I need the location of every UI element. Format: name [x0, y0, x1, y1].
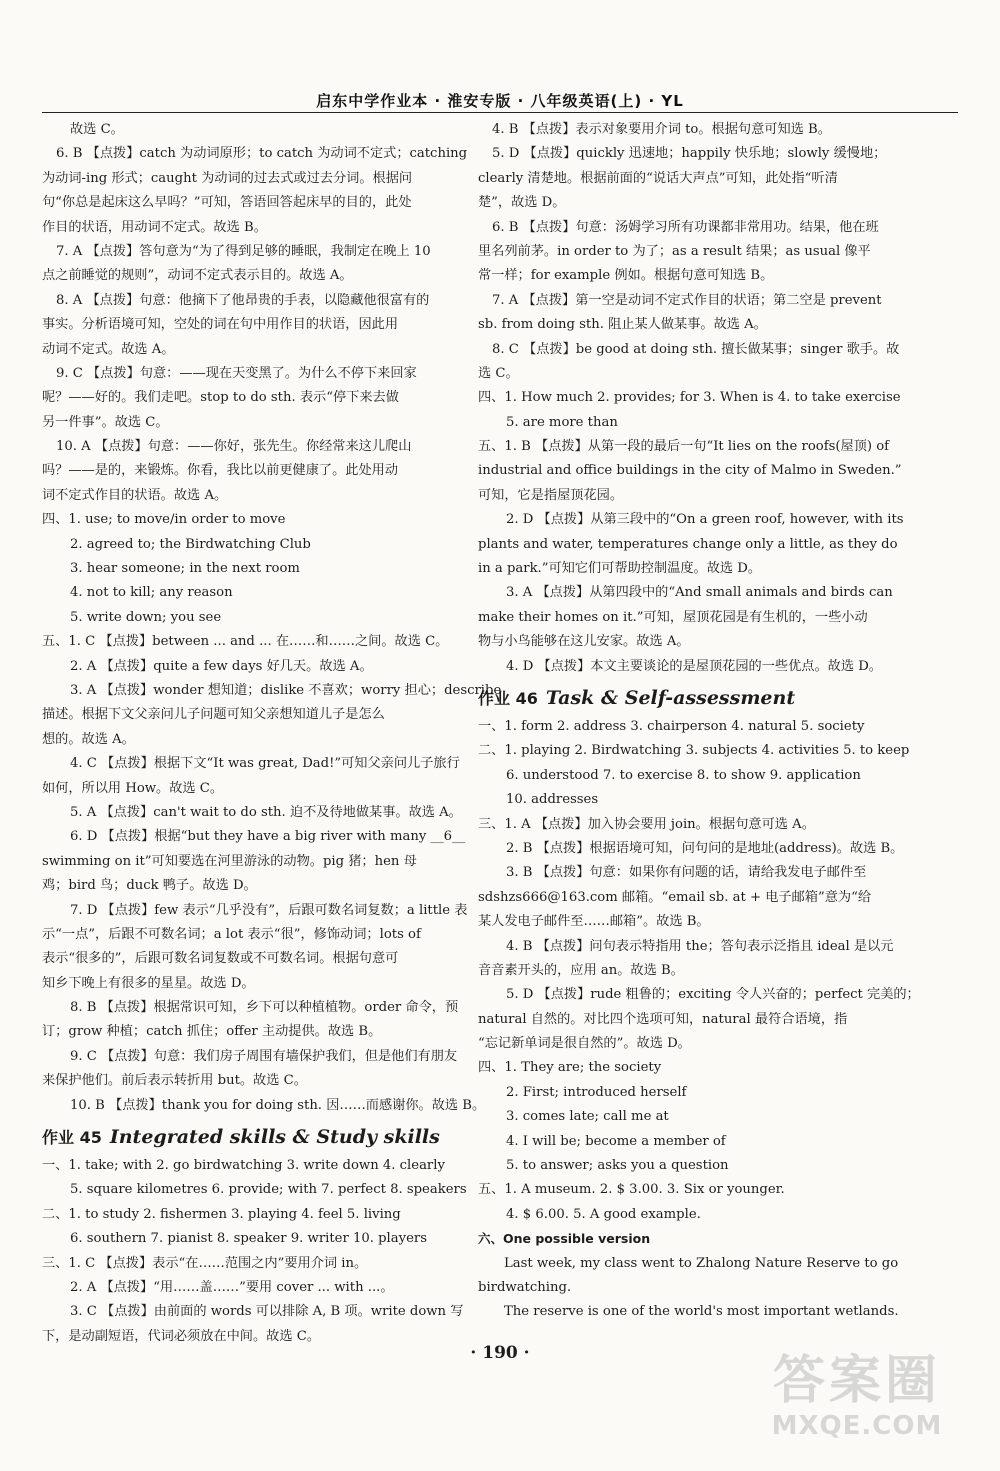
header-rule: [42, 112, 958, 113]
answers-block-44: [42, 118, 502, 1118]
answer-line: 5. A 【点拨】can't wait to do sth. 迫不及待地做某事。故选 A。: [70, 804, 462, 820]
answer-line: 一、1. form 2. address 3. chairperson 4. natural 5. society: [478, 718, 865, 734]
left-column: [42, 118, 502, 1349]
answer-line: 7. A 【点拨】第一空是动词不定式作目的状语；第二空是 prevent: [492, 292, 882, 308]
answer-line: sdshzs666@163.com 邮箱。“email sb. at + 电子邮箱”意为“给: [478, 889, 872, 905]
answer-line: 6. B 【点拨】句意：汤姆学习所有功课都非常用功。结果，他在班: [492, 219, 879, 235]
answer-line: 选 C。: [478, 365, 519, 381]
answer-line: 10. A 【点拨】句意：——你好，张先生。你经常来这儿爬山: [56, 439, 412, 455]
answer-line: 2. D 【点拨】从第三段中的“On a green roof, however, with its: [506, 512, 904, 528]
answer-line: 7. A 【点拨】答句意为“为了得到足够的睡眠，我制定在晚上 10: [56, 243, 431, 259]
answer-line: 5. are more than: [506, 414, 618, 430]
watermark-logo-text: 答案圈: [772, 1351, 941, 1411]
answer-line: 五、1. B 【点拨】从第一段的最后一句“It lies on the roofs(屋顶) of: [478, 439, 890, 455]
answer-line: 三、1. A 【点拨】加入协会要用 join。根据句意可选 A。: [478, 816, 815, 832]
answer-line: 6. B 【点拨】catch 为动词原形；to catch 为动词不定式；catching: [56, 146, 468, 162]
answer-line: 3. hear someone; in the next room: [70, 561, 300, 577]
answer-line: 五、1. A museum. 2. $ 3.00. 3. Six or younger.: [478, 1182, 785, 1198]
answer-line: 词不定式作目的状语。故选 A。: [42, 487, 228, 503]
answer-line: 表示“很多的”，后跟可数名词复数或不可数名词。根据句意可: [42, 951, 399, 967]
answers-block-45-cont: [478, 118, 926, 679]
answer-line: 下，是动副短语，代词必须放在中间。故选 C。: [42, 1328, 321, 1344]
section-tag: 作业 46: [478, 688, 538, 708]
answer-line: 4. C 【点拨】根据下文“It was great, Dad!”可知父亲问儿子旅行: [70, 756, 460, 772]
answer-line: 2. A 【点拨】“用……盖……”要用 cover ... with ...。: [70, 1279, 394, 1295]
section-title: Task & Self-assessment: [545, 686, 796, 709]
answer-line: 五、1. C 【点拨】between ... and ... 在……和……之间。故选 C。: [42, 634, 449, 650]
answer-line: 8. B 【点拨】根据常识可知，乡下可以种植植物。order 命令，预: [70, 1000, 459, 1016]
answer-line: swimming on it”可知要选在河里游泳的动物。pig 猪；hen 母: [42, 853, 417, 869]
answer-line: 三、1. C 【点拨】表示“在……范围之内”要用介词 in。: [42, 1255, 368, 1271]
answer-line: 为动词-ing 形式；caught 为动词的过去式或过去分词。根据问: [42, 170, 413, 186]
answer-line: 6. southern 7. pianist 8. speaker 9. writer 10. players: [70, 1231, 427, 1247]
answer-line: 2. agreed to; the Birdwatching Club: [70, 536, 311, 552]
answer-line: 句“你总是起床这么早吗？”可知，答语回答起床早的目的，此处: [42, 195, 412, 211]
section-title: Integrated skills & Study skills: [109, 1126, 440, 1149]
answer-line: make their homes on it.”可知，屋顶花园是有生机的，一些小动: [478, 609, 868, 625]
answer-line: “忘记新单词是很自然的”。故选 D。: [478, 1036, 691, 1052]
watermark-logo: [742, 1351, 972, 1451]
answer-line: 如何，所以用 How。故选 C。: [42, 780, 224, 796]
answer-line: 楚”，故选 D。: [478, 195, 566, 211]
page-number: · 190 ·: [470, 1343, 530, 1363]
essay-label: 六、One possible version: [478, 1231, 651, 1247]
answer-line: 5. D 【点拨】rude 粗鲁的；exciting 令人兴奋的；perfect 完美的；: [506, 987, 920, 1003]
answer-line: 四、1. How much 2. provides; for 3. When is 4. to take exercise: [478, 390, 901, 406]
answer-line: 一、1. take; with 2. go birdwatching 3. write down 4. clearly: [42, 1158, 445, 1174]
answer-line: 6. D 【点拨】根据“but they have a big river with many __6__: [70, 829, 466, 845]
answer-line: 3. A 【点拨】wonder 想知道；dislike 不喜欢；worry 担心；describe: [70, 682, 502, 698]
answer-line: 常一样；for example 例如。根据句意可知选 B。: [478, 268, 774, 284]
answer-line: 事实。分析语境可知，空处的词在句中用作目的状语，因此用: [42, 317, 399, 333]
answer-line: 某人发电子邮件至……邮箱”。故选 B。: [478, 914, 710, 930]
answer-line: 9. C 【点拨】句意：——现在天变黑了。为什么不停下来回家: [56, 365, 417, 381]
answer-line: 二、1. playing 2. Birdwatching 3. subjects 4. activities 5. to keep: [478, 743, 910, 759]
answer-line: 吗？——是的，来锻炼。你看，我比以前更健康了。此处用动: [42, 463, 399, 479]
answer-line: 4. B 【点拨】问句表示特指用 the；答句表示泛指且 ideal 是以元: [506, 938, 894, 954]
answer-line: 故选 C。: [70, 122, 124, 137]
answer-line: 2. First; introduced herself: [506, 1084, 687, 1100]
answer-line: natural 自然的。对比四个选项可知，natural 最符合语境，指: [478, 1011, 848, 1027]
answer-line: 3. B 【点拨】句意：如果你有问题的话，请给我发电子邮件至: [506, 865, 867, 881]
answer-line: 示“一点”，后跟不可数名词；a lot 表示“很”，修饰动词；lots of: [42, 926, 421, 942]
answer-line: clearly 清楚地。根据前面的“说话大声点”可知，此处指“听清: [478, 170, 838, 186]
answers-block-46: [478, 715, 926, 1227]
answer-line: 里名列前茅。in order to 为了；as a result 结果；as usual 像平: [478, 243, 871, 259]
answer-line: industrial and office buildings in the city of Malmo in Sweden.”: [478, 463, 902, 479]
answer-line: 5. write down; you see: [70, 609, 222, 625]
answer-line: plants and water, temperatures change only a little, as they do: [478, 536, 898, 552]
answer-line: 来保护他们。前后表示转折用 but。故选 C。: [42, 1073, 307, 1089]
answer-line: sb. from doing sth. 阻止某人做某事。故选 A。: [478, 317, 767, 333]
answer-line: 4. not to kill; any reason: [70, 585, 233, 601]
answer-line: 4. $ 6.00. 5. A good example.: [506, 1206, 701, 1222]
answer-line: 呢？——好的。我们走吧。stop to do sth. 表示“停下来去做: [42, 390, 399, 406]
section-heading-46: [478, 683, 926, 713]
answer-line: 3. C 【点拨】由前面的 words 可以排除 A, B 项。write down 写: [70, 1304, 464, 1320]
answers-block-45: [42, 1154, 467, 1349]
answer-line: 5. to answer; asks you a question: [506, 1158, 729, 1174]
answer-line: 4. D 【点拨】本文主要谈论的是屋顶花园的一些优点。故选 D。: [506, 658, 882, 674]
answer-line: 2. B 【点拨】根据语境可知，问句问的是地址(address)。故选 B。: [506, 840, 904, 856]
answer-line: 想的。故选 A。: [42, 731, 135, 747]
answer-line: 3. comes late; call me at: [506, 1109, 669, 1125]
answer-line: 点之前睡觉的规则”，动词不定式表示目的。故选 A。: [42, 268, 353, 284]
right-column: [478, 118, 926, 1325]
answer-line: 4. I will be; become a member of: [506, 1133, 726, 1149]
answer-line: 6. understood 7. to exercise 8. to show 9. application: [506, 767, 861, 783]
section-heading-45: [42, 1122, 458, 1152]
answer-line: in a park.”可知它们可帮助控制温度。故选 D。: [478, 561, 762, 577]
answer-line: 二、1. to study 2. fishermen 3. playing 4. feel 5. living: [42, 1206, 401, 1222]
answer-line: 描述。根据下文父亲问儿子问题可知父亲想知道儿子是怎么: [42, 707, 385, 723]
answer-line: 3. A 【点拨】从第四段中的“And small animals and birds can: [506, 585, 893, 601]
answer-line: 四、1. use; to move/in order to move: [42, 512, 286, 528]
answer-line: 另一件事”。故选 C。: [42, 414, 169, 430]
answer-line: 10. addresses: [506, 792, 599, 808]
answer-line: 鸡；bird 鸟；duck 鸭子。故选 D。: [42, 878, 257, 894]
answer-line: 四、1. They are; the society: [478, 1060, 662, 1076]
answer-line: 4. B 【点拨】表示对象要用介词 to。根据句意可知选 B。: [492, 122, 831, 137]
answer-line: 8. A 【点拨】句意：他摘下了他昂贵的手表，以隐藏他很富有的: [56, 292, 430, 308]
watermark-url: MXQE.COM: [771, 1411, 943, 1441]
essay-paragraph-2: The reserve is one of the world's most important wetlands.: [504, 1304, 899, 1320]
answer-line: 10. B 【点拨】thank you for doing sth. 因……而感谢你。故选 B。: [70, 1097, 486, 1113]
answer-line: 作目的状语，用动词不定式。故选 B。: [42, 219, 267, 235]
page-header: 启东中学作业本 · 淮安专版 · 八年级英语(上) · YL: [316, 92, 684, 110]
answer-line: 知乡下晚上有很多的星星。故选 D。: [42, 975, 255, 991]
answer-line: 9. C 【点拨】句意：我们房子周围有墙保护我们，但是他们有朋友: [70, 1048, 458, 1064]
answer-line: 5. square kilometres 6. provide; with 7. perfect 8. speakers: [70, 1182, 467, 1198]
answer-line: 物与小鸟能够在这儿安家。故选 A。: [478, 634, 690, 650]
answer-line: 2. A 【点拨】quite a few days 好几天。故选 A。: [70, 658, 373, 674]
answer-line: 音音素开头的，应用 an。故选 B。: [478, 962, 684, 978]
answer-line: 7. D 【点拨】few 表示“几乎没有”，后跟可数名词复数；a little 表: [70, 902, 468, 918]
section-tag: 作业 45: [42, 1128, 102, 1148]
answer-line: 可知，它是指屋顶花园。: [478, 487, 624, 503]
answer-line: 动词不定式。故选 A。: [42, 341, 175, 357]
answer-line: 订；grow 种植；catch 抓住；offer 主动提供。故选 B。: [42, 1024, 382, 1040]
essay-paragraph-1: Last week, my class went to Zhalong Nature Reserve to go birdwatching.: [478, 1255, 899, 1295]
answer-line: 5. D 【点拨】quickly 迅速地；happily 快乐地；slowly 缓慢地；: [492, 146, 887, 162]
answer-line: 8. C 【点拨】be good at doing sth. 擅长做某事；singer 歌手。故: [492, 341, 900, 357]
